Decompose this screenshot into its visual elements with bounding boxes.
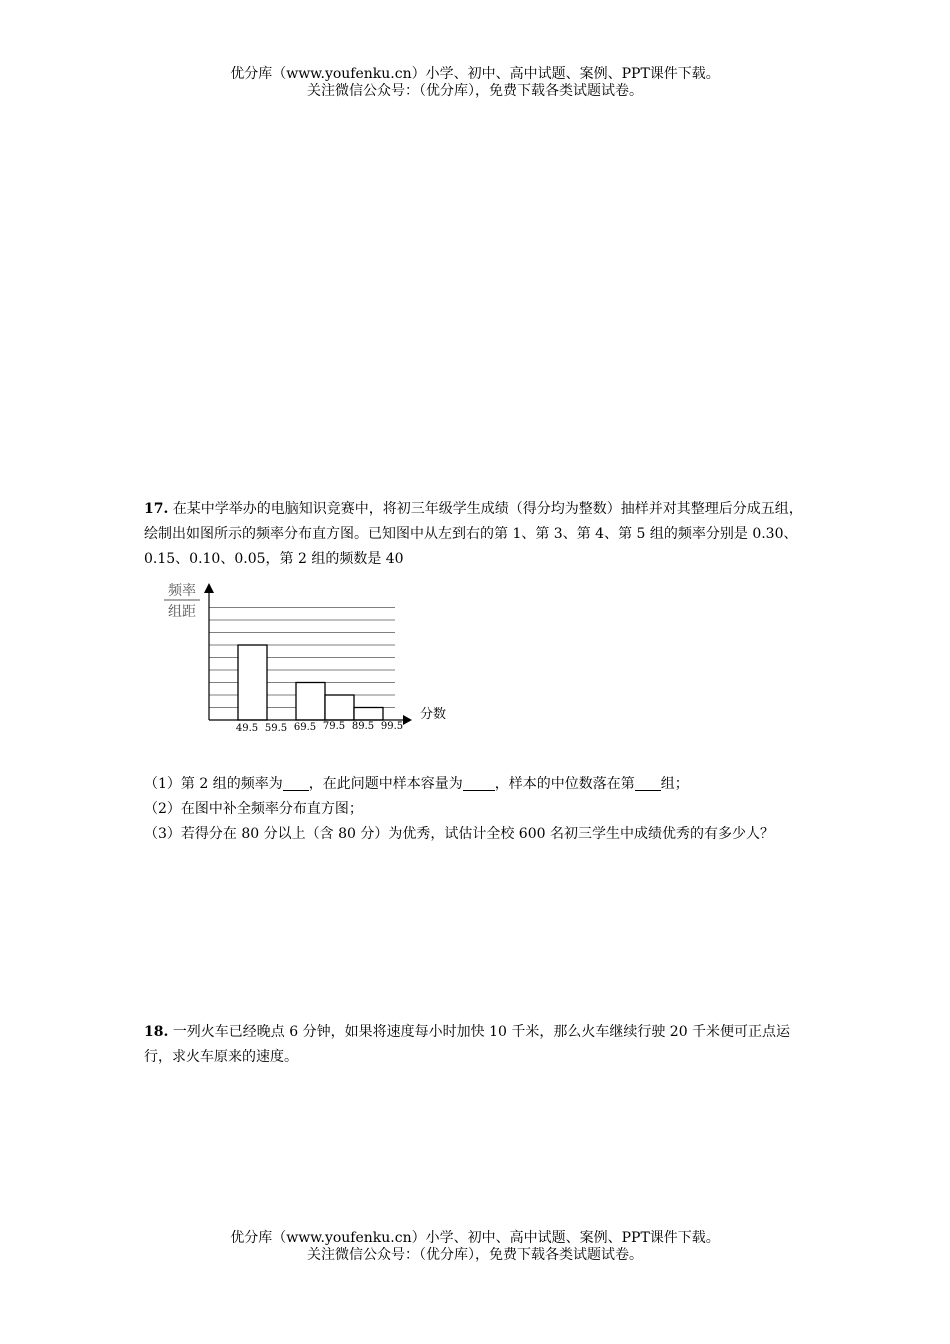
x-axis-arrow (403, 715, 412, 725)
subquestion-1-part-b: ，在此问题中样本容量为 (308, 776, 463, 792)
frequency-histogram (150, 575, 460, 745)
question-18 (144, 1020, 808, 1070)
answer-blank-sample-size[interactable] (463, 775, 495, 791)
subquestion-2: （2）在图中补全频率分布直方图； (144, 801, 363, 817)
footer-line-1: 优分库（www.youfenku.cn）小学、初中、高中试题、案例、PPT课件下载。 (230, 1230, 720, 1246)
page-header (0, 66, 950, 100)
subquestion-3: （3）若得分在 80 分以上（含 80 分）为优秀，试估计全校 600 名初三学生中成绩优秀的有多少人？ (144, 826, 774, 842)
histogram-bar (238, 645, 267, 720)
x-tick-label: 49.5 (235, 723, 259, 734)
question-17-text: 在某中学举办的电脑知识竞赛中，将初三年级学生成绩（得分均为整数）抽样并对其整理后分成五组，绘制出如图所示的频率分布直方图。已知图中从左到右的第 1、第 3、第 4、第 5 组的频率分别是 0.30、0.15、0.10、0.05，第 2 组的频数是 40 (144, 501, 803, 567)
x-tick-label: 59.5 (264, 723, 288, 734)
subquestion-1 (144, 772, 808, 797)
footer-line-2: 关注微信公众号：（优分库），免费下载各类试题试卷。 (307, 1247, 643, 1263)
x-tick-label: 79.5 (322, 721, 346, 732)
subquestion-1-part-a: （1）第 2 组的频率为 (144, 776, 283, 792)
x-axis-label: 分数 (420, 707, 447, 722)
question-17-subquestions (144, 772, 808, 847)
y-axis-arrow (204, 583, 214, 593)
question-17 (144, 497, 808, 572)
subquestion-1-part-c: ，样本的中位数落在第 (494, 776, 635, 792)
histogram-bar (296, 683, 325, 721)
histogram-bar (354, 708, 383, 721)
header-line-1: 优分库（www.youfenku.cn）小学、初中、高中试题、案例、PPT课件下载。 (230, 66, 720, 82)
question-18-number: 18. (144, 1024, 169, 1040)
answer-blank-frequency[interactable] (283, 775, 309, 791)
x-tick-label: 89.5 (351, 721, 375, 732)
page-footer (0, 1230, 950, 1264)
header-line-2: 关注微信公众号：（优分库），免费下载各类试题试卷。 (307, 83, 643, 99)
histogram-bar (325, 695, 354, 720)
x-tick-labels (236, 721, 403, 734)
answer-blank-median-group[interactable] (635, 775, 661, 791)
y-label-top: 频率 (168, 583, 196, 599)
x-tick-label: 99.5 (380, 721, 404, 732)
question-17-number: 17. (144, 501, 169, 517)
x-tick-label: 69.5 (293, 722, 317, 733)
question-18-text: 一列火车已经晚点 6 分钟，如果将速度每小时加快 10 千米，那么火车继续行驶 20 千米便可正点运行，求火车原来的速度。 (144, 1024, 791, 1065)
subquestion-1-part-d: 组； (660, 776, 689, 792)
y-label-bottom: 组距 (168, 604, 196, 620)
